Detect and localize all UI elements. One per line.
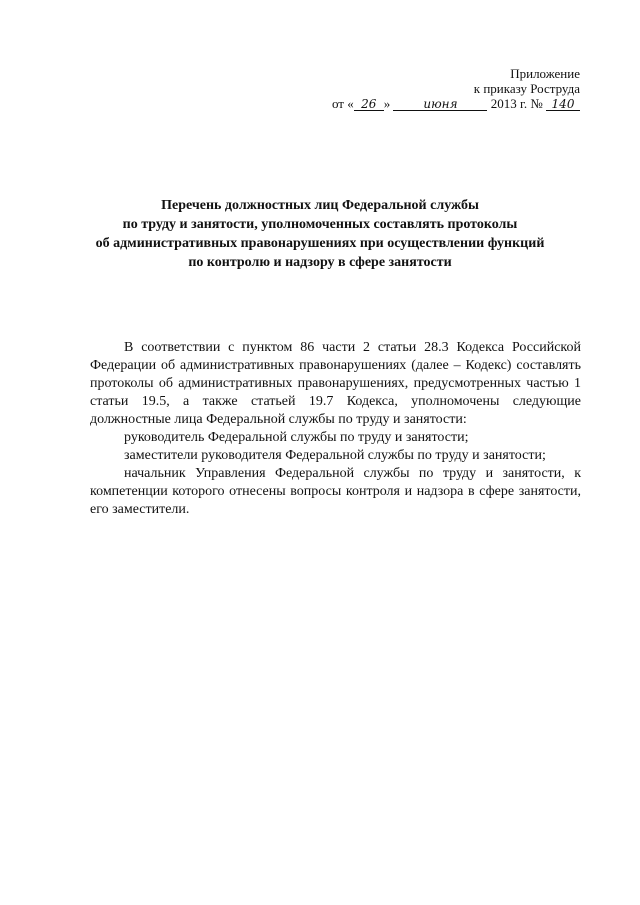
handwritten-day: 26 [354, 98, 384, 111]
intro-paragraph: В соответствии с пунктом 86 части 2 статьи 28.3 Кодекса Российской Федерации об административных правонарушениях (далее – Кодекс) составлять протоколы об административных правонарушениях, предусмотренных частью 1 статьи 19.5, а также статьей 19.7 Кодекса, уполномочены следующие должностные лица Федеральной службы по труду и занятости: [90, 340, 581, 427]
title-line: об административных правонарушениях при осуществлении функций [95, 236, 545, 251]
title-line: Перечень должностных лиц Федеральной службы [161, 198, 479, 213]
quote-close: » [383, 96, 391, 111]
title-line: по контролю и надзору в сфере занятости [188, 255, 452, 270]
list-item: заместители руководителя Федеральной службы по труду и занятости; [124, 448, 546, 463]
document-title [80, 196, 560, 272]
appendix-order-ref: к приказу Роструда [473, 81, 580, 96]
document-body [90, 339, 581, 519]
order-date-line [332, 96, 580, 111]
title-line: по труду и занятости, уполномоченных составлять протоколы [122, 217, 518, 232]
year-and-number-label: 2013 г. № [490, 96, 543, 111]
handwritten-month: июня [393, 98, 487, 111]
list-item: руководитель Федеральной службы по труду и занятости; [124, 430, 469, 445]
appendix-header [332, 66, 580, 111]
appendix-label: Приложение [510, 66, 580, 81]
handwritten-order-number: 140 [546, 98, 580, 111]
from-prefix: от « [331, 96, 354, 111]
list-item: начальник Управления Федеральной службы по труду и занятости, к компетенции которого отнесены вопросы контроля и надзора в сфере занятости, его заместители. [90, 466, 581, 517]
